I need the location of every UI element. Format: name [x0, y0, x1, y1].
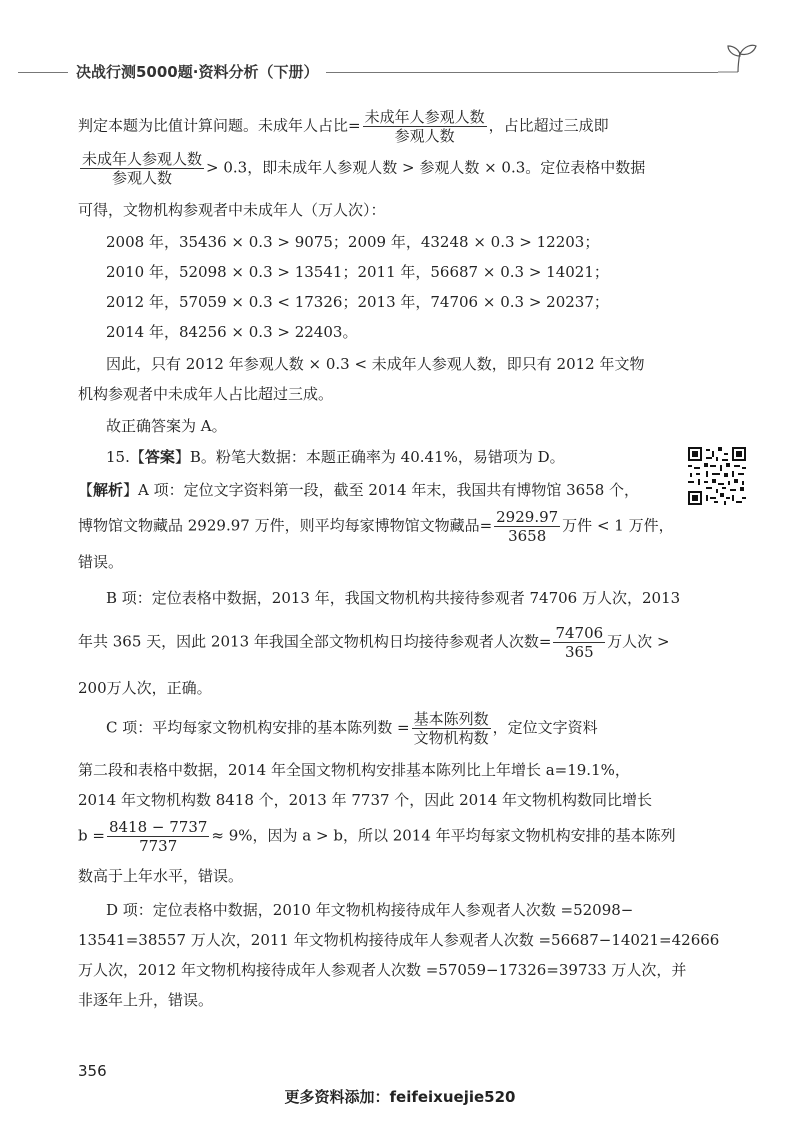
- text-line: 万人次，2012 年文物机构接待成年人参观者人次数 =57059−17326=39733 万人次，并: [78, 961, 687, 979]
- calc-line: 2008 年，35436 × 0.3 > 9075；2009 年，43248 × 0.3 > 12203；: [106, 233, 600, 251]
- text-line: 第二段和表格中数据，2014 年全国文物机构安排基本陈列比上年增长 a=19.1%，: [78, 761, 630, 779]
- calc-line: 2014 年，84256 × 0.3 > 22403。: [106, 323, 358, 341]
- fraction-minor-share: $\frac{\text{未成年人参观人数}}{\text{参观人数}}$: [364, 108, 485, 145]
- text-line: 机构参观者中未成年人占比超过三成。: [78, 385, 334, 403]
- page-number: 356: [78, 1062, 107, 1080]
- text-line: 可得，文物机构参观者中未成年人（万人次）：: [78, 201, 386, 219]
- fraction-museum-items: $\frac{2929.97}{3658}$: [496, 508, 559, 545]
- footer-note: 更多资料添加：feifeixuejie520: [284, 1088, 516, 1106]
- answer-line: 15.【答案】B。粉笔大数据：本题正确率为 40.41%，易错项为 D。: [106, 448, 565, 466]
- text-line: b = $\frac{8418 - 7737}{7737}$ ≈ 9%，因为 a > b，所以 2014 年平均每家文物机构安排的基本陈列: [78, 818, 676, 855]
- text-line: 非逐年上升，错误。: [78, 991, 214, 1009]
- text-line: 2014 年文物机构数 8418 个，2013 年 7737 个，因此 2014 年文物机构数同比增长: [78, 791, 653, 809]
- qr-code-icon[interactable]: [688, 447, 746, 505]
- running-header: 决战行测5000题·资料分析（下册）: [68, 62, 326, 82]
- sprout-icon: [718, 42, 760, 78]
- text-line: 因此，只有 2012 年参观人数 × 0.3 < 未成年人参观人数，即只有 2012 年文物: [106, 355, 645, 373]
- text-line: 故正确答案为 A。: [106, 417, 227, 435]
- fraction-growth-b: $\frac{8418 - 7737}{7737}$: [108, 818, 208, 855]
- text-line: 错误。: [78, 553, 124, 571]
- text-line: 判定本题为比值计算问题。未成年人占比= $\frac{\text{未成年人参观人数}}{\text{参观人数}}$ ，占比超过三成即: [78, 108, 609, 145]
- text-line: 13541=38557 万人次，2011 年文物机构接待成年人参观者人次数 =56687−14021=42666: [78, 931, 720, 949]
- text-line: 200万人次，正确。: [78, 679, 212, 697]
- analysis-line: 【解析】A 项：定位文字资料第一段，截至 2014 年末，我国共有博物馆 3658 个，: [78, 481, 640, 499]
- fraction-minor-share: $\frac{\text{未成年人参观人数}}{\text{参观人数}}$: [82, 150, 203, 187]
- calc-line: 2010 年，52098 × 0.3 > 13541；2011 年，56687 × 0.3 > 14021；: [106, 263, 609, 281]
- text-line: $\frac{\text{未成年人参观人数}}{\text{参观人数}}$ > 0.3，即未成年人参观人数 > 参观人数 × 0.3。定位表格中数据: [82, 150, 646, 187]
- text-line: D 项：定位表格中数据，2010 年文物机构接待成年人参观者人次数 =52098−: [106, 901, 634, 919]
- calc-line: 2012 年，57059 × 0.3 < 17326；2013 年，74706 × 0.3 > 20237；: [106, 293, 609, 311]
- fraction-exhibitions: $\frac{\text{基本陈列数}}{\text{文物机构数}}$: [413, 710, 489, 747]
- text-line: 年共 365 天，因此 2013 年我国全部文物机构日均接待参观者人次数= $\frac{74706}{365}$ 万人次 >: [78, 624, 670, 661]
- text-line: 博物馆文物藏品 2929.97 万件，则平均每家博物馆文物藏品= $\frac{2929.97}{3658}$ 万件 < 1 万件，: [78, 508, 674, 545]
- fraction-daily-visitors: $\frac{74706}{365}$: [555, 624, 604, 661]
- text-line: 数高于上年水平，错误。: [78, 867, 244, 885]
- text-line: C 项：平均每家文物机构安排的基本陈列数 = $\frac{\text{基本陈列数}}{\text{文物机构数}}$ ，定位文字资料: [106, 710, 598, 747]
- text-line: B 项：定位表格中数据，2013 年，我国文物机构共接待参观者 74706 万人次，2013: [106, 589, 681, 607]
